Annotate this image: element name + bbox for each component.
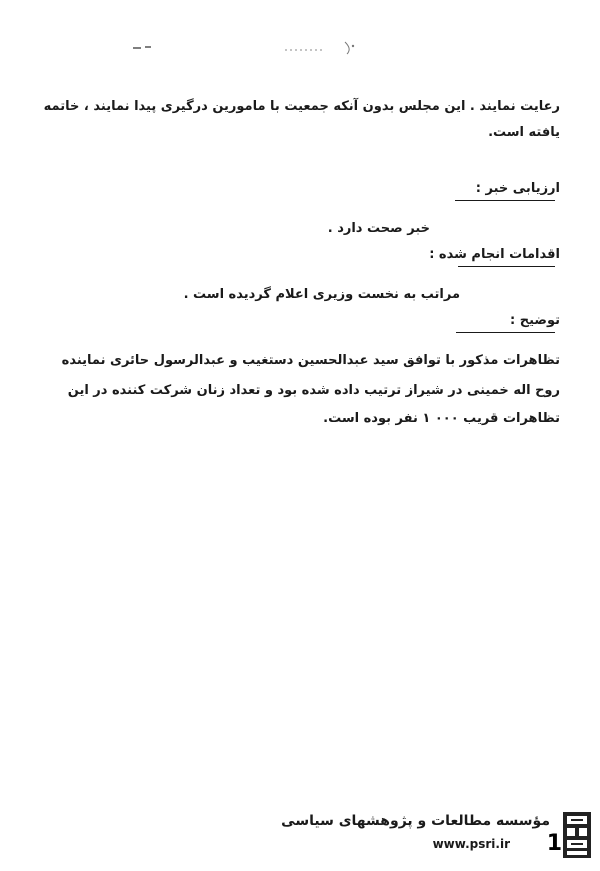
assessment-body: خبر صحت دارد .: [327, 221, 430, 236]
assessment-underline: [455, 200, 555, 201]
actions-body: مراتب به نخست وزیری اعلام گردیده است .: [183, 287, 460, 302]
institute-logo-icon: [562, 811, 592, 859]
explanation-line3: تظاهرات قریب ۰۰۰ ۱ نفر بوده است.: [323, 411, 560, 426]
explanation-underline: [456, 332, 555, 333]
assessment-heading: ارزیابی خبر :: [475, 181, 560, 196]
explanation-heading: توضیح :: [510, 313, 560, 328]
explanation-line1: تظاهرات مذکور با توافق سید عبدالحسین دستغیب و عبدالرسول حائری نماینده: [61, 353, 560, 368]
explanation-line2: روح اله خمینی در شیراز ترتیب داده شده بود و تعداد زنان شرکت کننده در این: [67, 383, 560, 398]
institute-url: www.psri.ir: [432, 837, 510, 851]
paragraph1-line1: رعایت نمایند . این مجلس بدون آنکه جمعیت با مامورین درگیری پیدا نمایند ، خاتمه: [43, 99, 560, 114]
paragraph1-line2: یافته است.: [488, 125, 560, 140]
actions-heading: اقدامات انجام شده :: [429, 247, 560, 262]
page-number: 1: [546, 831, 562, 856]
institute-name: مؤسسه مطالعات و پژوهشهای سیاسی: [281, 813, 550, 829]
actions-underline: [458, 266, 555, 267]
footer-watermark: [281, 801, 600, 871]
top-scan-marks: [125, 36, 385, 56]
